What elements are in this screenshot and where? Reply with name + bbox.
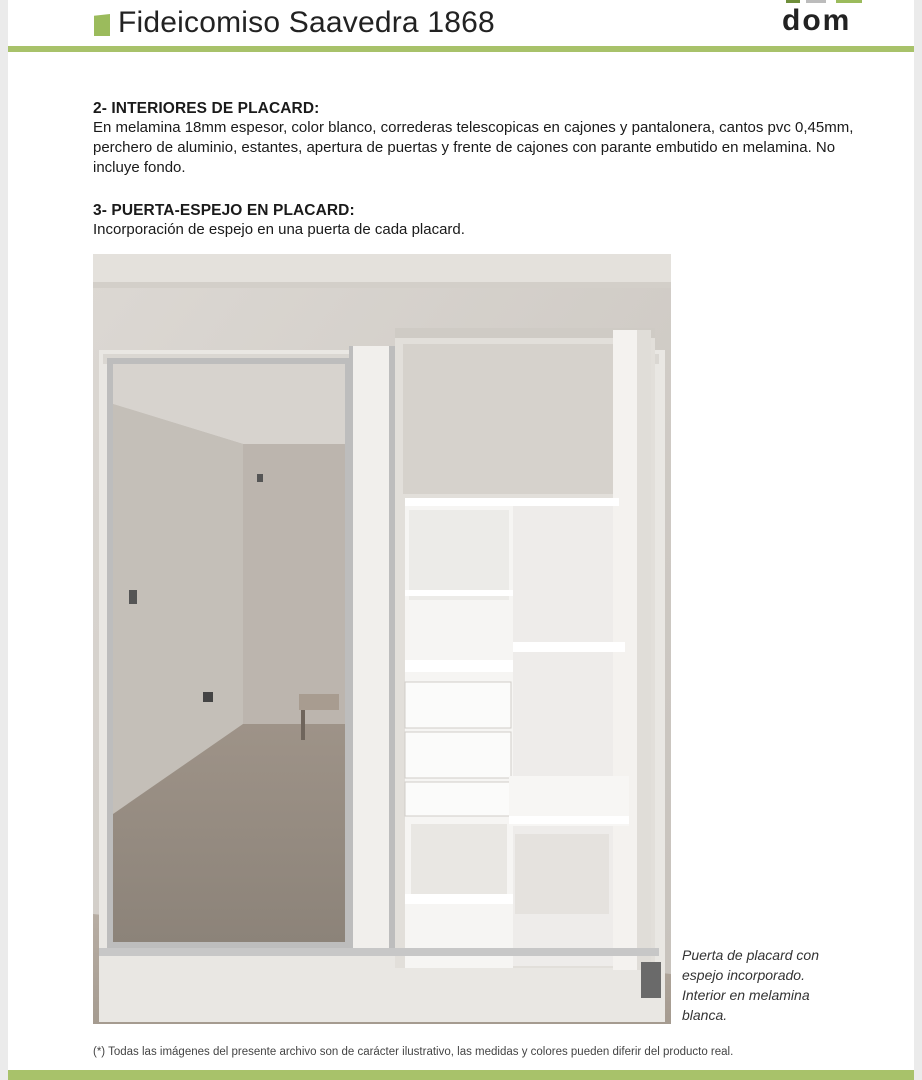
footer-divider bbox=[8, 1070, 914, 1080]
section-interiores-placard bbox=[93, 100, 873, 178]
dom-logo bbox=[780, 0, 870, 42]
section-heading: 3- PUERTA-ESPEJO EN PLACARD: bbox=[93, 202, 355, 219]
section-body: Incorporación de espejo en una puerta de cada placard. bbox=[93, 221, 465, 238]
document-page bbox=[8, 0, 914, 1080]
header-divider bbox=[8, 46, 914, 52]
wardrobe-photo bbox=[93, 254, 671, 1024]
photo-caption: Puerta de placard con espejo incorporado. Interior en melamina blanca. bbox=[682, 947, 819, 1023]
section-puerta-espejo bbox=[93, 202, 873, 240]
section-heading: 2- INTERIORES DE PLACARD: bbox=[93, 100, 320, 117]
document-title: Fideicomiso Saavedra 1868 bbox=[118, 6, 495, 39]
footnote: (*) Todas las imágenes del presente archivo son de carácter ilustrativo, las medidas y colores pueden diferir del producto real. bbox=[93, 1046, 734, 1058]
header bbox=[8, 0, 914, 46]
title-marker-icon bbox=[94, 14, 110, 36]
section-body: En melamina 18mm espesor, color blanco, correderas telescopicas en cajones y pantalonera, cantos pvc 0,45mm, perchero de aluminio, estantes, apertura de puertas y frente de cajones con parante embutido en melamina. No incluye fondo. bbox=[93, 119, 854, 176]
logo-text: dom bbox=[782, 4, 852, 37]
